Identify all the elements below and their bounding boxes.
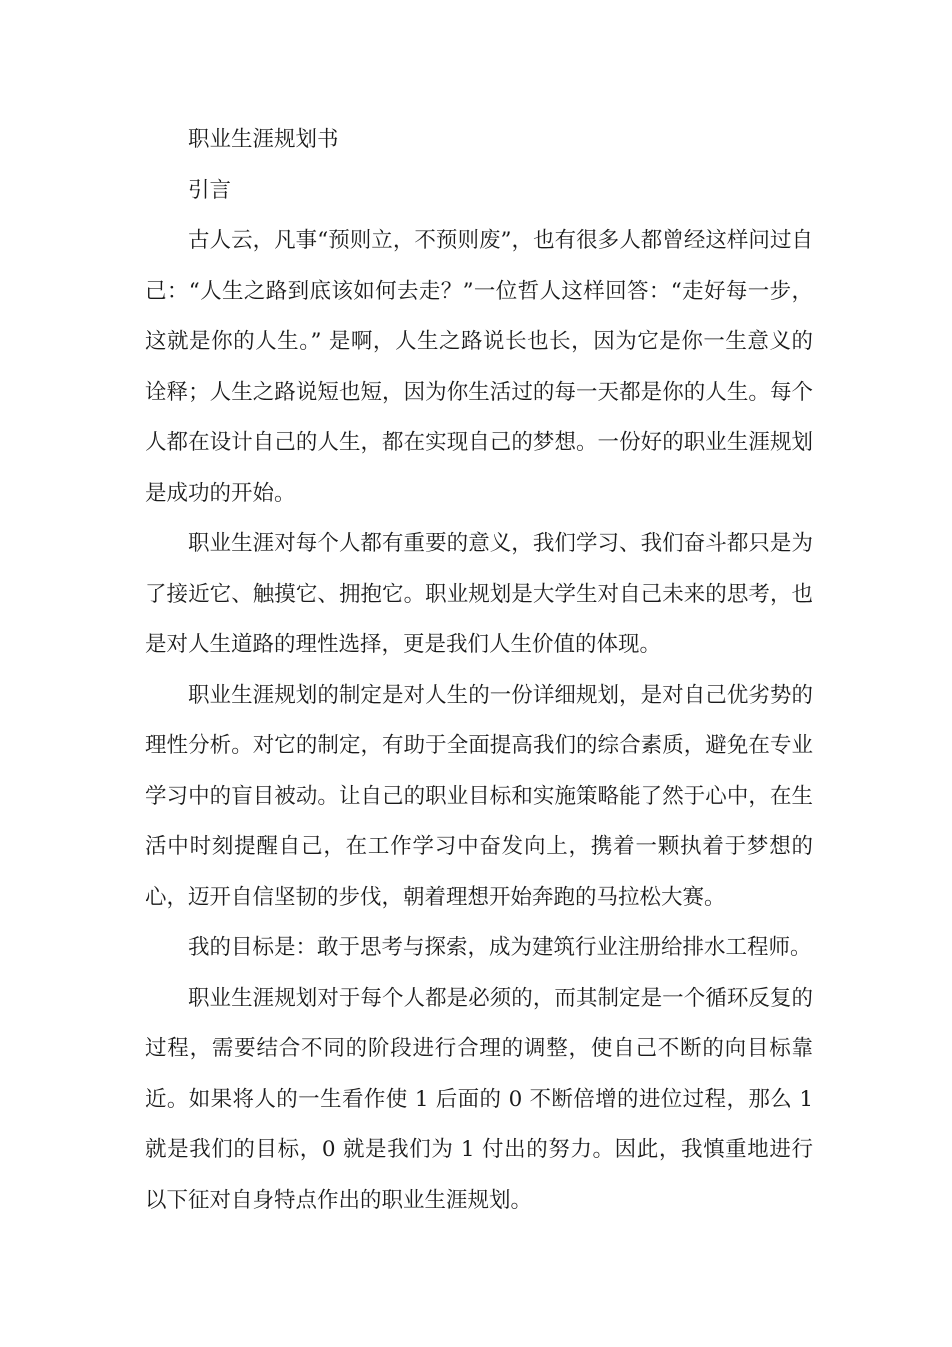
paragraph: 职业生涯规划对于每个人都是必须的，而其制定是一个循环反复的过程，需要结合不同的阶段进行合理的调整，使自己不断的向目标靠近。如果将人的一生看作使 1 后面的 0 不断倍增的进位过程，那么 1 就是我们的目标，0 就是我们为 1 付出的努力。因此，我慎重地进行以下征对自身特点作出的职业生涯规划。 bbox=[145, 985, 813, 1213]
paragraph: 古人云，凡事“预则立，不预则废”，也有很多人都曾经这样问过自己：“人生之路到底该如何去走？”一位哲人这样回答：“走好每一步，这就是你的人生。” 是啊，人生之路说长也长，因为它是你一生意义的诠释；人生之路说短也短，因为你生活过的每一天都是你的人生。每个人都在设计自己的人生，都在实现自己的梦想。一份好的职业生涯规划是成功的开始。 bbox=[145, 228, 813, 506]
paragraph-goal: 我的目标是：敢于思考与探索，成为建筑行业注册给排水工程师。 bbox=[188, 935, 812, 960]
paragraph: 职业生涯规划的制定是对人生的一份详细规划，是对自己优劣势的理性分析。对它的制定，有助于全面提高我们的综合素质，避免在专业学习中的盲目被动。让自己的职业目标和实施策略能了然于心中，在生活中时刻提醒自己，在工作学习中奋发向上，携着一颗执着于梦想的心，迈开自信坚韧的步伐，朝着理想开始奔跑的马拉松大赛。 bbox=[145, 682, 813, 910]
paragraph: 职业生涯对每个人都有重要的意义，我们学习、我们奋斗都只是为了接近它、触摸它、拥抱它。职业规划是大学生对自己未来的思考，也是对人生道路的理性选择，更是我们人生价值的体现。 bbox=[145, 531, 813, 657]
document-title: 职业生涯规划书 bbox=[188, 127, 339, 152]
document-body bbox=[145, 115, 813, 1226]
section-heading-introduction: 引言 bbox=[188, 177, 232, 203]
